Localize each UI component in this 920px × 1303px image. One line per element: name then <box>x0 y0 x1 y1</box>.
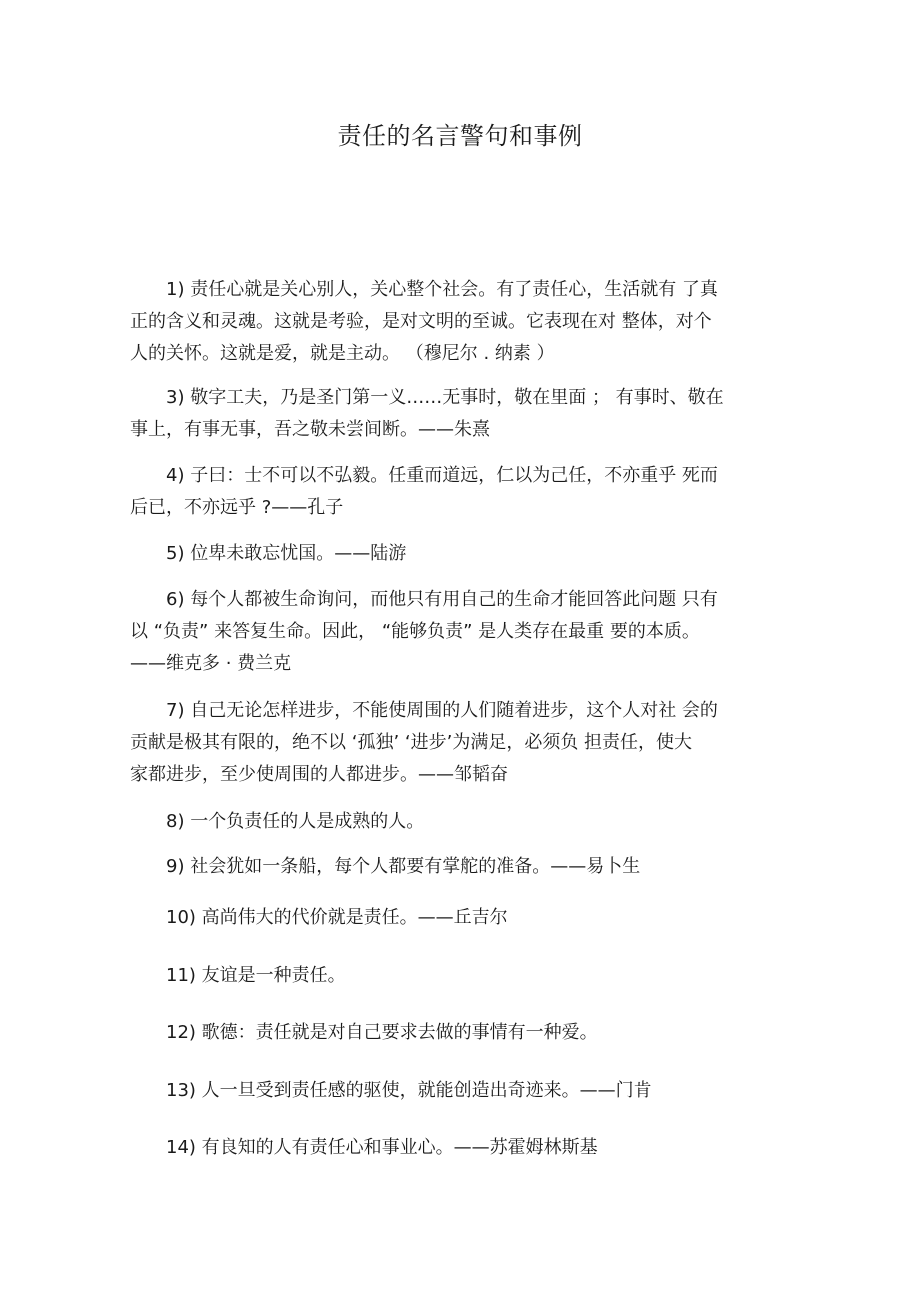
quote-line: 10) 高尚伟大的代价就是责任。——丘吉尔 <box>166 907 508 928</box>
quote-paragraph <box>130 806 770 838</box>
quote-line: 11) 友谊是一种责任。 <box>166 965 346 986</box>
quote-line: 贡献是极其有限的，绝不以 ‘孤独’ ‘进步’为满足，必须负 担责任，使大 <box>130 732 693 753</box>
quote-paragraph <box>130 851 770 883</box>
page-title: 责任的名言警句和事例 <box>337 122 583 150</box>
quote-line: 后已，不亦远乎 ?——孔子 <box>130 497 344 518</box>
quote-line: 家都进步，至少使周围的人都进步。——邹韬奋 <box>130 764 508 785</box>
quote-paragraph <box>130 1075 770 1107</box>
quote-line: 14) 有良知的人有责任心和事业心。——苏霍姆林斯基 <box>166 1137 598 1158</box>
quote-paragraph <box>130 695 770 791</box>
quote-line: 正的含义和灵魂。这就是考验，是对文明的至诚。它表现在对 整体，对个 <box>130 311 712 332</box>
quote-paragraph <box>130 274 770 370</box>
quote-line: 4) 子曰：士不可以不弘毅。任重而道远，仁以为己任，不亦重乎 死而 <box>166 465 718 486</box>
quote-line: 1) 责任心就是关心别人，关心整个社会。有了责任心，生活就有 了真 <box>166 279 718 300</box>
quote-paragraph <box>130 1017 770 1049</box>
quote-line: 6) 每个人都被生命询问，而他只有用自己的生命才能回答此问题 只有 <box>166 589 718 610</box>
quote-line: 3) 敬字工夫，乃是圣门第一义……无事时，敬在里面 ； 有事时、敬在 <box>166 387 724 408</box>
quote-line: 12) 歌德：责任就是对自己要求去做的事情有一种爱。 <box>166 1022 598 1043</box>
quote-paragraph <box>130 584 770 680</box>
quote-line: 以 “负责” 来答复生命。因此， “能够负责” 是人类存在最重 要的本质。 <box>130 621 700 642</box>
quote-line: ——维克多 · 费兰克 <box>130 653 292 674</box>
quote-paragraph <box>130 382 770 446</box>
quote-line: 事上，有事无事，吾之敬未尝间断。——朱熹 <box>130 419 490 440</box>
quote-line: 9) 社会犹如一条船，每个人都要有掌舵的准备。——易卜生 <box>166 856 641 877</box>
quote-line: 人的关怀。这就是爱，就是主动。 （穆尼尔 . 纳素 ） <box>130 343 555 364</box>
quote-paragraph <box>130 538 770 570</box>
quote-paragraph <box>130 460 770 524</box>
quote-line: 8) 一个负责任的人是成熟的人。 <box>166 811 425 832</box>
quote-line: 7) 自己无论怎样进步，不能使周围的人们随着进步，这个人对社 会的 <box>166 700 718 721</box>
quote-paragraph <box>130 1132 770 1164</box>
quote-paragraph <box>130 902 770 934</box>
quote-line: 5) 位卑未敢忘忧国。——陆游 <box>166 543 407 564</box>
quote-paragraph <box>130 960 770 992</box>
quote-line: 13) 人一旦受到责任感的驱使，就能创造出奇迹来。——门肯 <box>166 1080 652 1101</box>
